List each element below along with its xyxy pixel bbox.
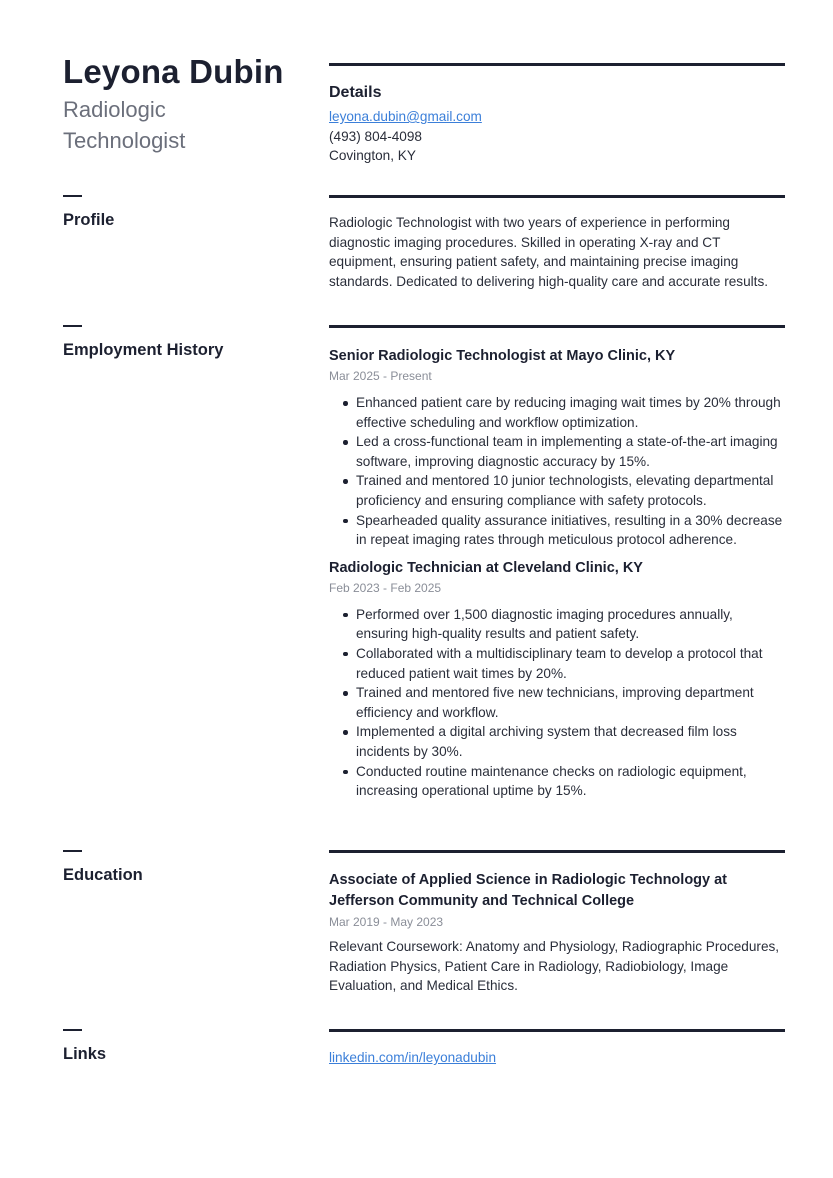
profile-summary: Radiologic Technologist with two years of experience in performing diagnostic imaging procedures. Skilled in operating X-ray and CT equipment, ensuring patient safety, and maintaining precise imaging standards. Dedicated to delivering high-quality care and accurate results. [329,215,769,289]
section-dash [63,195,82,197]
section-rule [329,195,785,198]
section-rule [329,1029,785,1032]
job-title: Senior Radiologic Technologist at Mayo Clinic, KY [329,348,676,364]
details-section [329,63,785,166]
phone-number: (493) 804-4098 [329,128,422,144]
bullet-icon [343,770,348,775]
bullet-icon [343,401,348,406]
profile-label [63,195,293,231]
links-heading: Links [63,1045,107,1063]
email-link[interactable]: leyona.dubin@gmail.com [329,109,482,124]
education-section [329,850,785,996]
bullet-icon [343,479,348,484]
job-entry [329,346,785,550]
bullet-icon [343,519,348,524]
section-dash [63,325,82,327]
education-dates: Mar 2019 - May 2023 [329,915,444,929]
links-section [329,1029,785,1068]
section-rule [329,63,785,66]
profile-heading: Profile [63,211,115,229]
bullet-icon [343,440,348,445]
job-dates: Mar 2025 - Present [329,369,432,383]
bullet-item: Trained and mentored 10 junior technologists, elevating departmental proficiency and ensuring compliance with safety protocols. [329,471,785,510]
details-heading: Details [329,84,382,101]
bullet-icon [343,613,348,618]
employment-label [63,325,293,361]
bullet-item: Led a cross-functional team in implementing a state-of-the-art imaging software, improving diagnostic accuracy by 15%. [329,432,785,471]
section-dash [63,1029,82,1031]
section-rule [329,850,785,853]
education-coursework: Relevant Coursework: Anatomy and Physiology, Radiographic Procedures, Radiation Physics, Patient Care in Radiology, Radiobiology, Image Evaluation, and Medical Ethics. [329,939,780,994]
education-heading: Education [63,866,143,884]
job-dates: Feb 2023 - Feb 2025 [329,580,442,595]
section-rule [329,325,785,328]
candidate-name: Leyona Dubin [63,53,284,90]
bullet-item: Spearheaded quality assurance initiatives, resulting in a 30% decrease in repeat imaging rates through meticulous protocol adherence. [329,511,785,550]
bullet-item: Performed over 1,500 diagnostic imaging procedures annually, ensuring high-quality results and patient safety. [329,605,785,644]
profile-section [329,195,785,291]
candidate-title: Radiologic Technologist [63,97,186,153]
job-bullets [329,393,785,550]
bullet-item: Collaborated with a multidisciplinary team to develop a protocol that reduced patient wait times by 20%. [329,644,785,683]
bullet-icon [343,730,348,735]
bullet-item: Trained and mentored five new technicians, improving department efficiency and workflow. [329,683,785,722]
bullet-icon [343,691,348,696]
bullet-item: Enhanced patient care by reducing imaging wait times by 20% through effective scheduling and workflow optimization. [329,393,785,432]
job-bullets [329,605,785,801]
job-title: Radiologic Technician at Cleveland Clinic, KY [329,559,643,576]
links-label [63,1029,293,1065]
linkedin-link[interactable]: linkedin.com/in/leyonadubin [329,1050,497,1065]
bullet-item: Conducted routine maintenance checks on radiologic equipment, increasing operational uptime by 15%. [329,762,785,801]
job-entry [329,558,785,801]
employment-heading: Employment History [63,341,224,359]
degree-title: Associate of Applied Science in Radiologic Technology at Jefferson Community and Technical College [329,872,728,909]
location: Covington, KY [329,148,416,163]
employment-section [329,325,785,801]
education-label [63,850,293,886]
bullet-item: Implemented a digital archiving system that decreased film loss incidents by 30%. [329,722,785,761]
section-dash [63,850,82,852]
bullet-icon [343,652,348,657]
